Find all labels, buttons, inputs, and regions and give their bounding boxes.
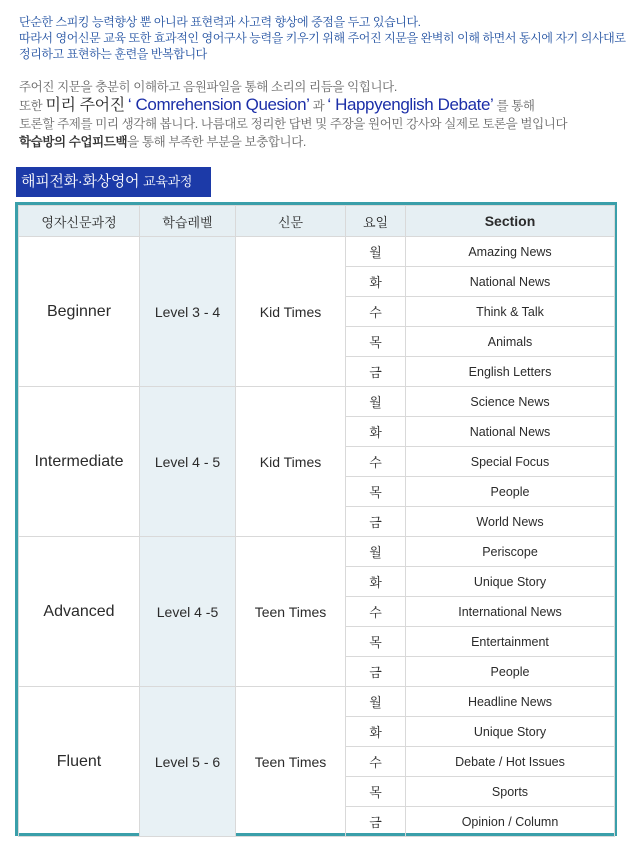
table-header-row [19, 206, 615, 237]
level-cell: Level 4 -5 [140, 537, 236, 687]
course-name-cell: Beginner [19, 237, 140, 387]
day-cell: 목 [346, 777, 406, 807]
curriculum-table-frame [15, 202, 617, 836]
table-row [19, 387, 615, 417]
feedback-emphasis: 학습방의 수업피드백 [19, 135, 128, 149]
intro-line: 따라서 영어신문 교육 또한 효과적인 영어구사 능력을 키우기 위해 주어진 지문을 완벽히 이해 하면서 동시에 자기 의사대로 [19, 31, 626, 45]
intro-paragraph-1 [19, 14, 624, 62]
table-row [19, 687, 615, 717]
header-paper: 신문 [236, 206, 346, 237]
day-cell: 월 [346, 687, 406, 717]
course-title-banner [16, 167, 211, 197]
day-cell: 금 [346, 357, 406, 387]
section-cell: Periscope [406, 537, 615, 567]
day-cell: 화 [346, 267, 406, 297]
section-cell: Opinion / Column [406, 807, 615, 837]
day-cell: 금 [346, 807, 406, 837]
section-cell: Entertainment [406, 627, 615, 657]
newspaper-cell: Teen Times [236, 687, 346, 837]
intro-text: 을 통해 부족한 부분을 보충합니다. [127, 135, 306, 149]
intro-line [19, 96, 624, 115]
section-cell: World News [406, 507, 615, 537]
section-cell: National News [406, 417, 615, 447]
level-cell: Level 5 - 6 [140, 687, 236, 837]
day-cell: 월 [346, 537, 406, 567]
table-body [19, 237, 615, 837]
course-title-sub: 교육과정 [143, 174, 193, 189]
section-cell: People [406, 657, 615, 687]
section-cell: Debate / Hot Issues [406, 747, 615, 777]
section-cell: People [406, 477, 615, 507]
day-cell: 월 [346, 387, 406, 417]
section-cell: Amazing News [406, 237, 615, 267]
curriculum-table [18, 205, 615, 837]
intro-line: 정리하고 표현하는 훈련을 반복합니다 [19, 47, 207, 61]
intro-line: 토론할 주제를 미리 생각해 봅니다. 나름대로 정리한 답변 및 주장을 원어민 강사와 실제로 토론을 벌입니다 [19, 117, 568, 131]
course-name-cell: Advanced [19, 537, 140, 687]
section-cell: Sports [406, 777, 615, 807]
day-cell: 수 [346, 297, 406, 327]
intro-emphasis: 미리 주어진 [45, 97, 125, 114]
intro-line: 주어진 지문을 충분히 이해하고 음원파일을 통해 소리의 리듬을 익힙니다. [19, 80, 397, 94]
day-cell: 목 [346, 477, 406, 507]
section-cell: English Letters [406, 357, 615, 387]
section-cell: Unique Story [406, 717, 615, 747]
day-cell: 화 [346, 567, 406, 597]
intro-line: 단순한 스피킹 능력향상 뿐 아니라 표현력과 사고력 향상에 중점을 두고 있습니다. [19, 15, 421, 29]
section-cell: Unique Story [406, 567, 615, 597]
day-cell: 화 [346, 417, 406, 447]
table-row [19, 237, 615, 267]
day-cell: 수 [346, 447, 406, 477]
section-cell: Headline News [406, 687, 615, 717]
course-title-main: 해피전화·화상영어 [21, 173, 140, 190]
intro-text: 과 [312, 99, 325, 113]
intro-text: 를 통해 [496, 99, 535, 113]
newspaper-cell: Kid Times [236, 237, 346, 387]
course-name-cell: Fluent [19, 687, 140, 837]
day-cell: 수 [346, 747, 406, 777]
level-cell: Level 3 - 4 [140, 237, 236, 387]
header-day: 요일 [346, 206, 406, 237]
section-cell: Think & Talk [406, 297, 615, 327]
section-cell: International News [406, 597, 615, 627]
newspaper-cell: Kid Times [236, 387, 346, 537]
section-cell: Animals [406, 327, 615, 357]
intro-text: 또한 [19, 99, 43, 113]
header-section: Section [406, 206, 615, 237]
debate-label: ‘ Happyenglish Debate’ [327, 95, 494, 114]
course-name-cell: Intermediate [19, 387, 140, 537]
intro-line [19, 133, 624, 151]
header-course: 영자신문과정 [19, 206, 140, 237]
section-cell: Science News [406, 387, 615, 417]
section-cell: National News [406, 267, 615, 297]
day-cell: 목 [346, 627, 406, 657]
day-cell: 목 [346, 327, 406, 357]
table-row [19, 537, 615, 567]
day-cell: 금 [346, 507, 406, 537]
header-level: 학습레벨 [140, 206, 236, 237]
newspaper-cell: Teen Times [236, 537, 346, 687]
day-cell: 금 [346, 657, 406, 687]
day-cell: 화 [346, 717, 406, 747]
comprehension-question-label: ‘ Comrehension Quesion’ [127, 95, 310, 114]
level-cell: Level 4 - 5 [140, 387, 236, 537]
day-cell: 월 [346, 237, 406, 267]
day-cell: 수 [346, 597, 406, 627]
intro-paragraph-2 [19, 78, 624, 151]
section-cell: Special Focus [406, 447, 615, 477]
